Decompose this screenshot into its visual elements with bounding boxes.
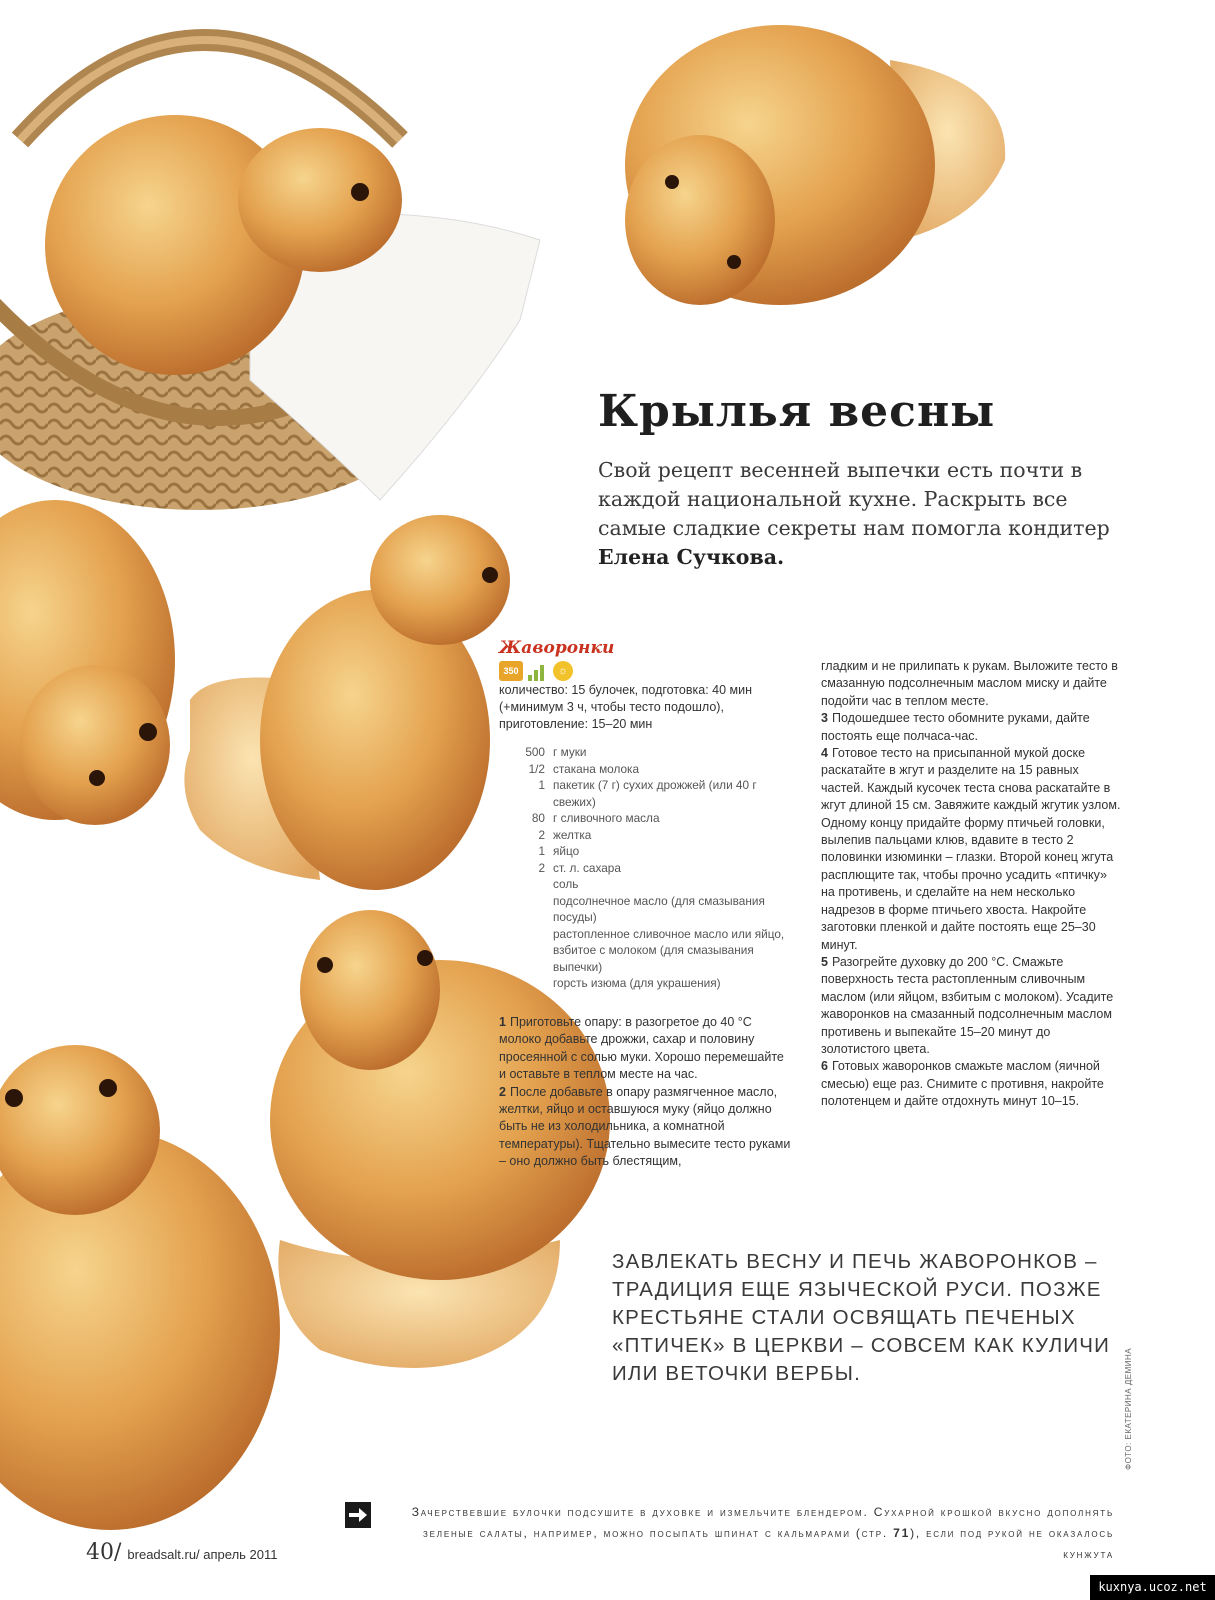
step-text: Приготовьте опару: в разогретое до 40 °С молоко добавьте дрожжи, сахар и половину просеянной с солью муки. Хорошо перемешайте и оставьте в теплом месте на час. — [499, 1015, 784, 1082]
recipe-step — [499, 1014, 794, 1084]
ingredient-qty: 1 — [538, 844, 545, 858]
step-number: 3 — [821, 711, 828, 726]
recipe-step — [821, 1058, 1121, 1110]
ingredient-row — [499, 893, 799, 926]
ingredient-name: подсолнечное масло (для смазывания посуды) — [553, 893, 765, 924]
ingredient-qty: 80 — [531, 811, 545, 825]
recipe-badges — [499, 660, 573, 682]
ingredient-row — [499, 810, 799, 827]
photo-credit: ФОТО: ЕКАТЕРИНА ДЕМИНА — [1124, 1347, 1133, 1470]
ingredient-row — [499, 975, 799, 992]
ingredient-row — [499, 860, 799, 877]
recipe-step — [821, 954, 1121, 1058]
step-number: 1 — [499, 1015, 506, 1029]
ingredient-name: желтка — [553, 827, 592, 842]
steps-left-column — [499, 1014, 794, 1171]
ingredient-row — [499, 827, 799, 844]
article-title: Крылья весны — [598, 386, 996, 437]
watermark: kuxnya.ucoz.net — [1090, 1575, 1215, 1600]
footer-site-issue: breadsalt.ru/ апрель 2011 — [127, 1547, 278, 1562]
ingredient-row — [499, 777, 799, 810]
tip-text-before: Зачерствевшие булочки подсушите в духовке и измельчите блендером. Сухарной крошкой вкусно дополнять зеленые салаты, например, можно посыпать шпинат с кальмарами (стр. — [411, 1505, 1114, 1540]
bun-left-middle — [0, 500, 175, 825]
ingredient-name: г сливочного масла — [553, 811, 660, 825]
page-number: 40/ — [86, 1540, 122, 1565]
ingredient-qty — [499, 926, 553, 976]
ingredient-qty: 1/2 — [528, 761, 545, 776]
bun-center — [184, 515, 510, 890]
tip-text-after: ), если под рукой не оказалось кунжута — [910, 1526, 1114, 1561]
recipe-step — [821, 745, 1121, 954]
step-text: Подошедшее тесто обомните руками, дайте постоять еще полчаса-час. — [821, 711, 1090, 743]
arrow-right-icon — [345, 1502, 371, 1528]
bun-bottom-left — [0, 1045, 280, 1530]
tip-page-ref: 71 — [893, 1526, 911, 1540]
tip-text — [376, 1502, 1114, 1565]
lead-author: Елена Сучкова. — [598, 545, 785, 569]
lead-text: Свой рецепт весенней выпечки есть почти в каждой национальной кухне. Раскрыть все самые сладкие секреты нам помогла кондитер — [598, 458, 1110, 540]
step-text: Готовых жаворонков смажьте маслом (яичной смесью) еще раз. Снимите с противня, накройте полотенцем и дайте отдохнуть минут 10–15. — [821, 1059, 1104, 1109]
article-lead — [598, 456, 1138, 572]
recipe-meta: количество: 15 булочек, подготовка: 40 мин (+минимум 3 ч, чтобы тесто подошло), приготовление: 15–20 мин — [499, 683, 753, 731]
difficulty-icon — [526, 661, 550, 681]
step-text: После добавьте в опару размягченное масло, желтки, яйцо и оставшуюся муку (яйцо должно быть не из холодильника, а комнатной температуры). Тщательно вымесите тесто руками – оно должно быть блестящим, — [499, 1084, 791, 1169]
ingredient-name: соль — [553, 877, 579, 891]
ingredient-qty: 500 — [525, 745, 545, 759]
recipe-step — [821, 710, 1121, 745]
ingredient-name: яйцо — [553, 844, 580, 858]
step-number: 4 — [821, 746, 828, 761]
ingredient-name: г муки — [553, 745, 587, 759]
ingredient-qty: 2 — [538, 827, 545, 842]
ingredient-row — [499, 876, 799, 893]
ingredient-name: стакана молока — [553, 761, 640, 776]
ingredients-list — [499, 744, 799, 992]
pull-quote: ЗАВЛЕКАТЬ ВЕСНУ И ПЕЧЬ ЖАВОРОНКОВ – ТРАДИЦИЯ ЕЩЕ ЯЗЫЧЕСКОЙ РУСИ. ПОЗЖЕ КРЕСТЬЯНЕ СТАЛИ ОСВЯЩАТЬ ПЕЧЕНЫХ «ПТИЧЕК» В ЦЕРКВИ – СОВСЕМ КАК КУЛИЧИ ИЛИ ВЕТОЧКИ ВЕРБЫ. — [612, 1250, 1111, 1385]
ingredient-row — [499, 926, 799, 976]
ingredient-qty — [499, 893, 553, 926]
ingredient-qty: 2 — [538, 860, 545, 875]
step-text: Разогрейте духовку до 200 °С. Смажьте поверхность теста растопленным сливочным маслом (или яйцом, взбитым с молоком). Усадите жаворонков на смазанный подсолнечным маслом противень и выпекайте 15–20 минут до золотистого цвета. — [821, 954, 1114, 1056]
step-number: 2 — [499, 1084, 506, 1099]
step-number: 6 — [821, 1059, 828, 1074]
bun-top-right — [625, 25, 1005, 305]
ingredient-qty — [499, 975, 553, 992]
sun-icon: ☼ — [553, 661, 573, 681]
ingredient-row — [499, 761, 799, 778]
step-number: 5 — [821, 954, 828, 969]
ingredient-qty — [499, 876, 553, 893]
step-continuation: гладким и не прилипать к рукам. Выложите тесто в смазанную подсолнечным маслом миску и дайте подойти час в теплом месте. — [821, 659, 1118, 708]
ingredient-name: пакетик (7 г) сухих дрожжей (или 40 г свежих) — [553, 778, 757, 809]
steps-right-column — [821, 658, 1121, 1111]
step-text: Готовое тесто на присыпанной мукой доске раскатайте в жгут и разделите на 15 равных частей. Каждый кусочек теста снова раскатайте в жгут длиной 15 см. Завяжите каждый жгутик узлом. Одному концу придайте форму птичьей головки, вылепив пальцами клюв, вдавите в тесто 2 половинки изюминки – глазки. Второй конец жгута расплющите так, чтобы прочно усадить «птичку» на противень, и сделайте на нем несколько надрезов в форме птичьего хвоста. Накройте заготовки пленкой и дайте постоять еще 25–30 минут. — [821, 746, 1121, 952]
ingredient-row — [499, 744, 799, 761]
recipe-name: Жаворонки — [499, 638, 615, 658]
ingredient-name: растопленное сливочное масло или яйцо, взбитое с молоком (для смазывания выпечки) — [553, 926, 785, 974]
ingredient-name: ст. л. сахара — [553, 860, 621, 875]
ingredient-name: горсть изюма (для украшения) — [553, 976, 721, 990]
kcal-badge: 350 — [499, 661, 523, 681]
ingredient-qty: 1 — [538, 778, 545, 792]
ingredient-row — [499, 843, 799, 860]
page-footer — [86, 1540, 278, 1565]
recipe-step — [499, 1084, 794, 1171]
